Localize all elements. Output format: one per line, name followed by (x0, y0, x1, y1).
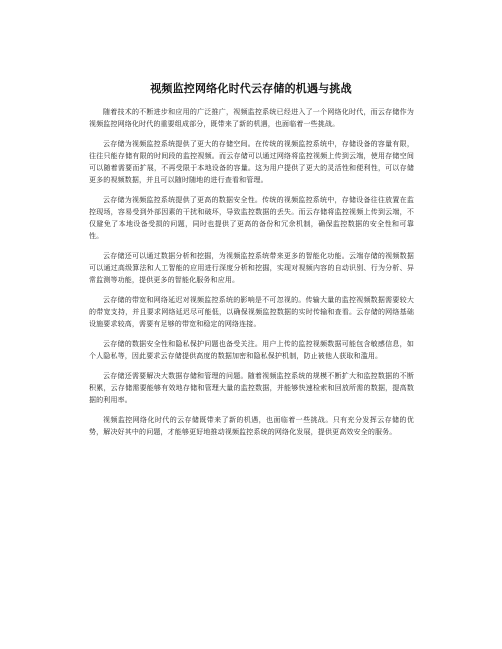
paragraph-7: 云存储还需要解决大数据存储和管理的问题。随着视频监控系统的规模不断扩大和监控数据的不断积累，云存储需要能够有效地存储和管理大量的监控数据，并能够快速检索和回放所需的数据，提高数据的利用率。 (89, 372, 414, 404)
paragraph-4: 云存储还可以通过数据分析和挖掘，为视频监控系统带来更多的智能化功能。云端存储的视频数据可以通过高级算法和人工智能的应用进行深度分析和挖掘，实现对视频内容的自动识别、行为分析、异常监测等功能，提供更多的智能化服务和应用。 (89, 252, 414, 284)
paragraph-5: 云存储的带宽和网络延迟对视频监控系统的影响是不可忽视的。传输大量的监控视频数据需要较大的带宽支持，并且要求网络延迟尽可能低，以确保视频监控数据的实时传输和查看。云存储的网络基础设施要求较高，需要有足够的带宽和稳定的网络连接。 (89, 296, 414, 328)
paragraph-3: 云存储为视频监控系统提供了更高的数据安全性。传统的视频监控系统中，存储设备往往放置在监控现场，容易受到外部因素的干扰和破坏，导致监控数据的丢失。而云存储将监控视频上传到云端，不仅避免了本地设备受损的问题，同时也提供了更高的备份和冗余机制，确保监控数据的安全性和可靠性。 (89, 196, 414, 240)
document-body (89, 106, 414, 446)
paragraph-8: 视频监控网络化时代的云存储既带来了新的机遇，也面临着一些挑战。只有充分发挥云存储的优势，解决好其中的问题，才能够更好地推动视频监控系统的网络化发展，提供更高效安全的服务。 (89, 416, 414, 436)
paragraph-6: 云存储的数据安全性和隐私保护问题也备受关注。用户上传的监控视频数据可能包含敏感信息，如个人隐私等，因此要求云存储提供高度的数据加密和隐私保护机制，防止被他人获取和滥用。 (89, 340, 414, 360)
paragraph-2: 云存储为视频监控系统提供了更大的存储空间。在传统的视频监控系统中，存储设备的容量有限，往往只能存储有限的时间段的监控视频。而云存储可以通过网络将监控视频上传到云端，使用存储空间可以随着需要而扩展，不再受限于本地设备的容量。这为用户提供了更大的灵活性和便利性，可以存储更多的视频数据，并且可以随时随地的进行查看和管理。 (89, 140, 414, 184)
paragraph-1: 随着技术的不断进步和应用的广泛推广，视频监控系统已经进入了一个网络化时代，而云存储作为视频监控网络化时代的重要组成部分，既带来了新的机遇，也面临着一些挑战。 (89, 108, 414, 128)
document-title: 视频监控网络化时代云存储的机遇与挑战 (150, 82, 352, 95)
